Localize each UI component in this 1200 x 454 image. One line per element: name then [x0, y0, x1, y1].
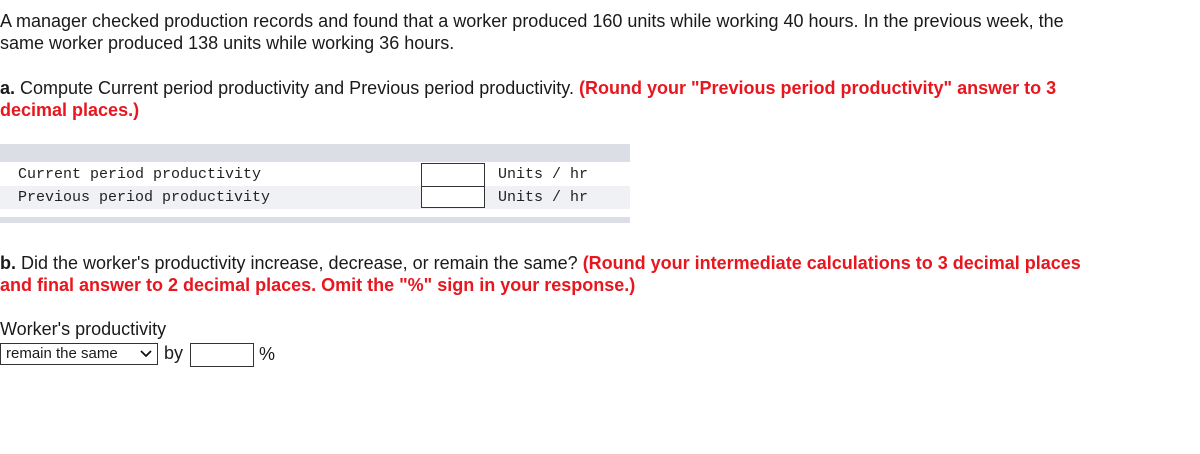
table-footer-band	[0, 217, 630, 223]
part-b-prompt	[0, 252, 1170, 296]
part-a-letter: a.	[0, 78, 16, 98]
table-row	[0, 163, 630, 186]
part-a-note-line-1: (Round your "Previous period productivity" answer to 3	[578, 78, 1057, 98]
answer-controls	[0, 342, 300, 366]
productivity-table	[0, 144, 630, 223]
part-a-prompt	[0, 77, 1170, 121]
by-label: by	[164, 343, 184, 363]
current-productivity-input[interactable]	[421, 163, 485, 186]
current-productivity-unit: Units / hr	[498, 166, 589, 183]
part-b-note-line-2: and final answer to 2 decimal places. Omit the "%" sign in your response.)	[0, 275, 636, 295]
previous-productivity-unit: Units / hr	[498, 189, 589, 206]
percent-change-input[interactable]	[190, 343, 254, 367]
workers-productivity-label: Worker's productivity	[0, 319, 167, 339]
select-value: remain the same	[6, 345, 118, 362]
problem-line-2: same worker produced 138 units while working 36 hours.	[0, 33, 455, 53]
part-b-note-line-1: (Round your intermediate calculations to 3 decimal places	[582, 253, 1081, 273]
part-b-letter: b.	[0, 253, 16, 273]
table-header-band	[0, 144, 630, 162]
chevron-down-icon	[140, 348, 152, 360]
problem-statement	[0, 10, 1170, 54]
productivity-change-select[interactable]	[0, 343, 158, 365]
part-b-question: Did the worker's productivity increase, decrease, or remain the same?	[16, 253, 583, 273]
previous-productivity-input[interactable]	[421, 186, 485, 208]
problem-line-1: A manager checked production records and found that a worker produced 160 units while working 40 hours. In the previous week, the	[0, 11, 1064, 31]
part-a-note-line-2: decimal places.)	[0, 100, 140, 120]
previous-productivity-label: Previous period productivity	[18, 189, 271, 206]
part-a-question: Compute Current period productivity and Previous period productivity.	[15, 78, 579, 98]
percent-sign: %	[259, 344, 276, 364]
table-row	[0, 186, 630, 209]
current-productivity-label: Current period productivity	[18, 166, 262, 183]
